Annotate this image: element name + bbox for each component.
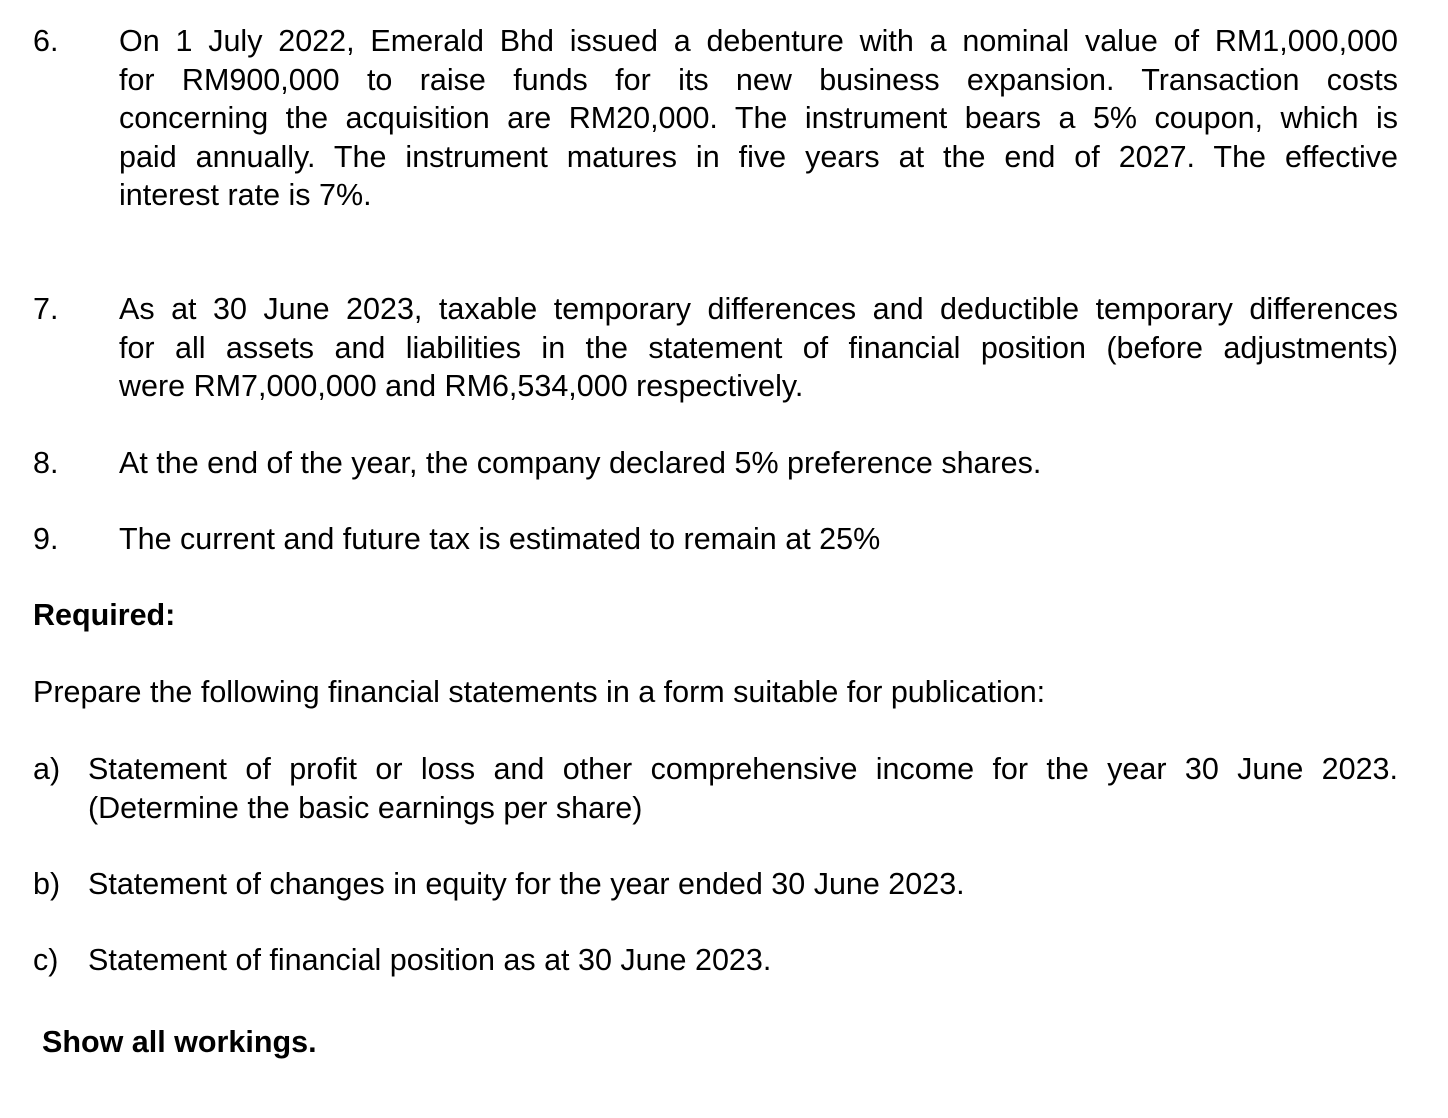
text-line: Statement of profit or loss and other comprehensive income for the year 30 June 2023. [88, 752, 1398, 786]
requirement-c [33, 941, 1398, 980]
requirement-text [88, 941, 1398, 980]
requirement-b [33, 865, 1398, 904]
text-line: paid annually. The instrument matures in five years at the end of 2027. The effective [119, 139, 1398, 174]
instruction-text: Prepare the following financial statements in a form suitable for publication: [33, 675, 1046, 709]
requirement-letter: c) [33, 943, 59, 977]
show-workings-note: Show all workings. [42, 1025, 317, 1059]
text-line: interest rate is 7%. [119, 178, 372, 212]
text-line: for all assets and liabilities in the statement of financial position (before adjustments) [119, 330, 1398, 365]
requirement-text [88, 750, 1398, 827]
item-text [119, 22, 1398, 215]
item-text [119, 290, 1398, 406]
item-text [119, 520, 1398, 559]
text-line: Statement of changes in equity for the year ended 30 June 2023. [88, 867, 965, 901]
required-heading: Required: [33, 598, 176, 632]
item-number: 6. [33, 24, 59, 58]
text-line: concerning the acquisition are RM20,000. The instrument bears a 5% coupon, which is [119, 101, 1398, 135]
question-item-9 [33, 520, 1398, 559]
text-line: Statement of financial position as at 30 June 2023. [88, 943, 772, 977]
question-item-8 [33, 444, 1398, 483]
requirement-letter: b) [33, 867, 61, 901]
item-number: 9. [33, 522, 59, 556]
requirement-text [88, 865, 1398, 904]
text-line: The current and future tax is estimated to remain at 25% [119, 522, 881, 556]
item-number: 7. [33, 292, 59, 326]
text-line: As at 30 June 2023, taxable temporary differences and deductible temporary differences [119, 292, 1398, 326]
item-text [119, 444, 1398, 483]
question-item-6 [33, 22, 1398, 215]
item-number: 8. [33, 446, 59, 480]
requirement-a [33, 750, 1398, 827]
text-line: for RM900,000 to raise funds for its new business expansion. Transaction costs [119, 62, 1398, 97]
text-line: (Determine the basic earnings per share) [88, 790, 643, 825]
text-line: At the end of the year, the company declared 5% preference shares. [119, 446, 1042, 480]
requirement-letter: a) [33, 752, 61, 786]
text-line: were RM7,000,000 and RM6,534,000 respectively. [119, 369, 804, 403]
text-line: On 1 July 2022, Emerald Bhd issued a debenture with a nominal value of RM1,000,000 [119, 24, 1398, 58]
question-item-7 [33, 290, 1398, 406]
